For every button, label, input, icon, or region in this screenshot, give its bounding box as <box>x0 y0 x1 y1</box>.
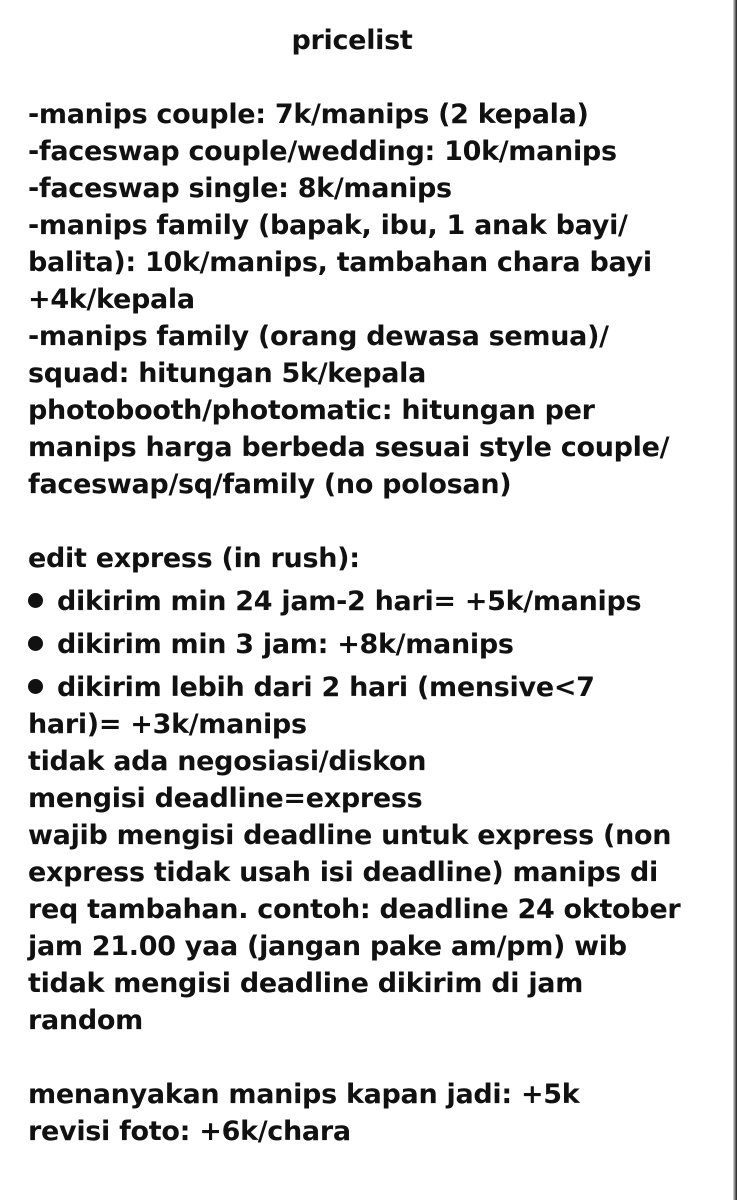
spacer <box>28 1039 728 1076</box>
pricing-line: balita): 10k/manips, tambahan chara bayi <box>28 247 652 278</box>
express-bullet <box>28 626 728 663</box>
bullet-icon <box>28 636 43 651</box>
rule-line: random <box>28 1005 143 1036</box>
extra-line: revisi foto: +6k/chara <box>28 1116 351 1147</box>
bullet-icon <box>28 593 43 608</box>
page-title: pricelist <box>291 25 413 56</box>
extras-section <box>28 1076 728 1150</box>
express-heading: edit express (in rush): <box>28 543 360 574</box>
pricing-line: manips harga berbeda sesuai style couple/ <box>28 432 670 463</box>
pricing-line: photobooth/photomatic: hitungan per <box>28 395 595 426</box>
extra-line: menanyakan manips kapan jadi: +5k <box>28 1079 580 1110</box>
bullet-icon <box>28 679 43 694</box>
pricing-line: squad: hitungan 5k/kepala <box>28 358 427 389</box>
pricing-section <box>28 96 728 503</box>
express-bullet <box>28 583 728 620</box>
pricing-line: -manips family (bapak, ibu, 1 anak bayi/ <box>28 210 628 241</box>
rule-line: mengisi deadline=express <box>28 783 423 814</box>
spacer <box>28 503 728 540</box>
rule-line: express tidak usah isi deadline) manips di <box>28 857 658 888</box>
pricing-line: -manips family (orang dewasa semua)/ <box>28 321 609 352</box>
express-bullet-text: dikirim min 3 jam: +8k/manips <box>57 629 514 660</box>
rule-line: jam 21.00 yaa (jangan pake am/pm) wib <box>28 931 627 962</box>
rule-line: req tambahan. contoh: deadline 24 oktober <box>28 894 681 925</box>
rule-line: tidak mengisi deadline dikirim di jam <box>28 968 584 999</box>
pricing-line: -manips couple: 7k/manips (2 kepala) <box>28 99 589 130</box>
pricelist-document <box>28 22 728 1150</box>
pricing-line: -faceswap couple/wedding: 10k/manips <box>28 136 617 167</box>
rules-section <box>28 743 728 1039</box>
pricing-line: +4k/kepala <box>28 284 195 315</box>
pricing-line: -faceswap single: 8k/manips <box>28 173 452 204</box>
express-bullet <box>28 669 728 706</box>
right-edge-divider <box>733 0 737 1200</box>
express-bullet-text: dikirim lebih dari 2 hari (mensive<7 <box>57 672 595 703</box>
express-section <box>28 540 728 743</box>
pricing-line: faceswap/sq/family (no polosan) <box>28 469 512 500</box>
rule-line: wajib mengisi deadline untuk express (non <box>28 820 672 851</box>
express-bullet-continuation: hari)= +3k/manips <box>28 709 307 740</box>
rule-line: tidak ada negosiasi/diskon <box>28 746 427 777</box>
express-bullet-text: dikirim min 24 jam-2 hari= +5k/manips <box>57 586 642 617</box>
